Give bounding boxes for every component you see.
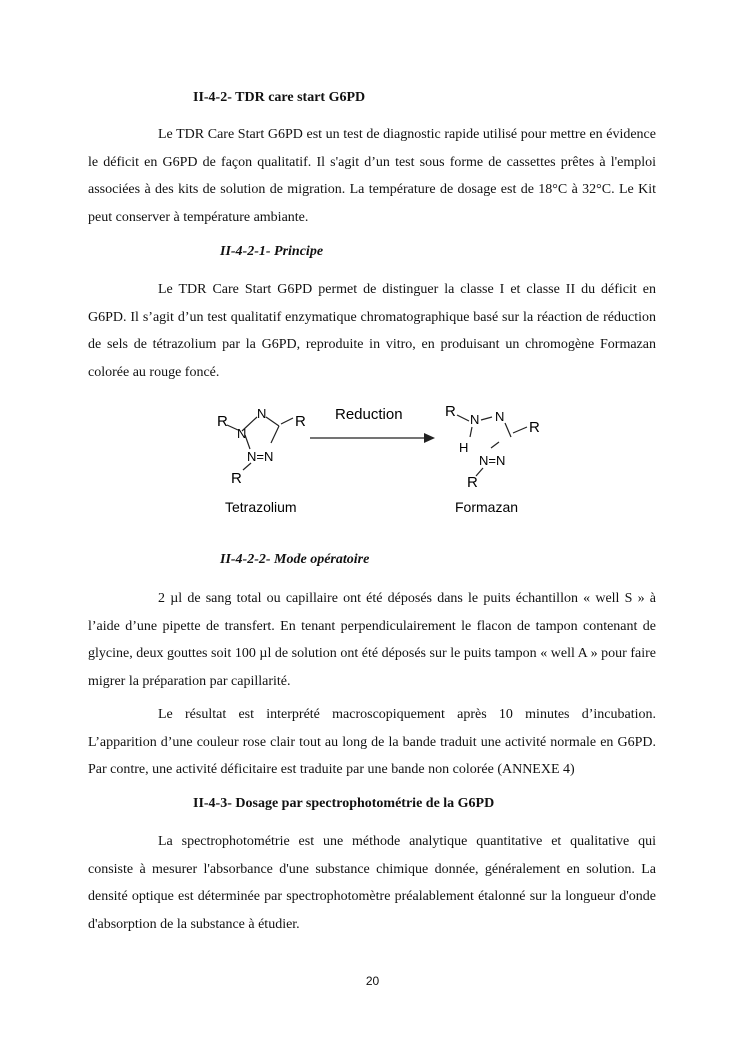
formazan-h: H: [459, 440, 469, 455]
page-number: 20: [365, 974, 380, 988]
subheading-principe: II-4-2-1- Principe: [220, 244, 324, 259]
paragraph-mode-1: 2 µl de sang total ou capillaire ont été déposés dans le puits échantillon « well S » à l’aide d’une pipette de transfert. En tenant perpendiculairement le flacon de tampon contenant de glycine, deux gouttes soit 100 µl de solution ont été déposés sur le puits tampon « well A » pour faire migrer la préparation par capillarité.: [88, 591, 656, 689]
formazan-n2: N: [495, 409, 505, 424]
section-heading-tdr: II-4-2- TDR care start G6PD: [193, 90, 366, 105]
formazan-r3: R: [467, 474, 478, 491]
paragraph-tdr-intro: Le TDR Care Start G6PD est un test de diagnostic rapide utilisé pour mettre en évidence le déficit en G6PD de façon qualitatif. Il s'agit d’un test sous forme de cassettes prêtes à l'emploi associées à des kits de solution de migration. La température de dosage est de 18°C à 32°C. Le Kit peut conserver à température ambiante.: [88, 127, 656, 225]
tetrazolium-n2: N: [257, 406, 267, 421]
tetrazolium-r1: R: [217, 413, 228, 430]
section-heading-spectro: II-4-3- Dosage par spectrophotométrie de la G6PD: [193, 796, 495, 811]
reaction-figure: [195, 393, 555, 523]
tetrazolium-n1: N: [237, 426, 247, 441]
tetrazolium-caption: Tetrazolium: [225, 499, 297, 515]
formazan-caption: Formazan: [455, 499, 519, 515]
formazan-r2: R: [529, 419, 540, 436]
formazan-n1: N: [470, 412, 480, 427]
subheading-mode-operatoire: II-4-2-2- Mode opératoire: [220, 552, 370, 567]
paragraph-principe: Le TDR Care Start G6PD permet de distinguer la classe I et classe II du déficit en G6PD. Il s’agit d’un test qualitatif enzymatique chromatographique basé sur la réaction de réduction de sels de tétrazolium par la G6PD, reproduite in vitro, en produisant un chromogène Formazan colorée au rouge foncé.: [88, 282, 656, 380]
tetrazolium-r3: R: [231, 470, 242, 487]
formazan-n3n4: N=N: [479, 453, 506, 468]
paragraph-spectro: La spectrophotométrie est une méthode analytique quantitative et qualitative qui consiste à mesurer l'absorbance d'une substance chimique donnée, généralement en solution. La densité optique est déterminée par spectrophotomètre préalablement étalonné sur la longueur d'onde d'absorption de la substance à étudier.: [88, 834, 656, 932]
tetrazolium-n3n4: N=N: [247, 449, 274, 464]
formazan-r1: R: [445, 403, 456, 420]
paragraph-mode-2: Le résultat est interprété macroscopiquement après 10 minutes d’incubation. L’apparition d’une couleur rose clair tout au long de la bande traduit une activité normale en G6PD. Par contre, une activité déficitaire est traduite par une bande non colorée (ANNEXE 4): [88, 707, 656, 777]
reduction-label: Reduction: [335, 406, 403, 423]
reaction-arrow: [310, 433, 435, 443]
tetrazolium-r2: R: [295, 413, 306, 430]
